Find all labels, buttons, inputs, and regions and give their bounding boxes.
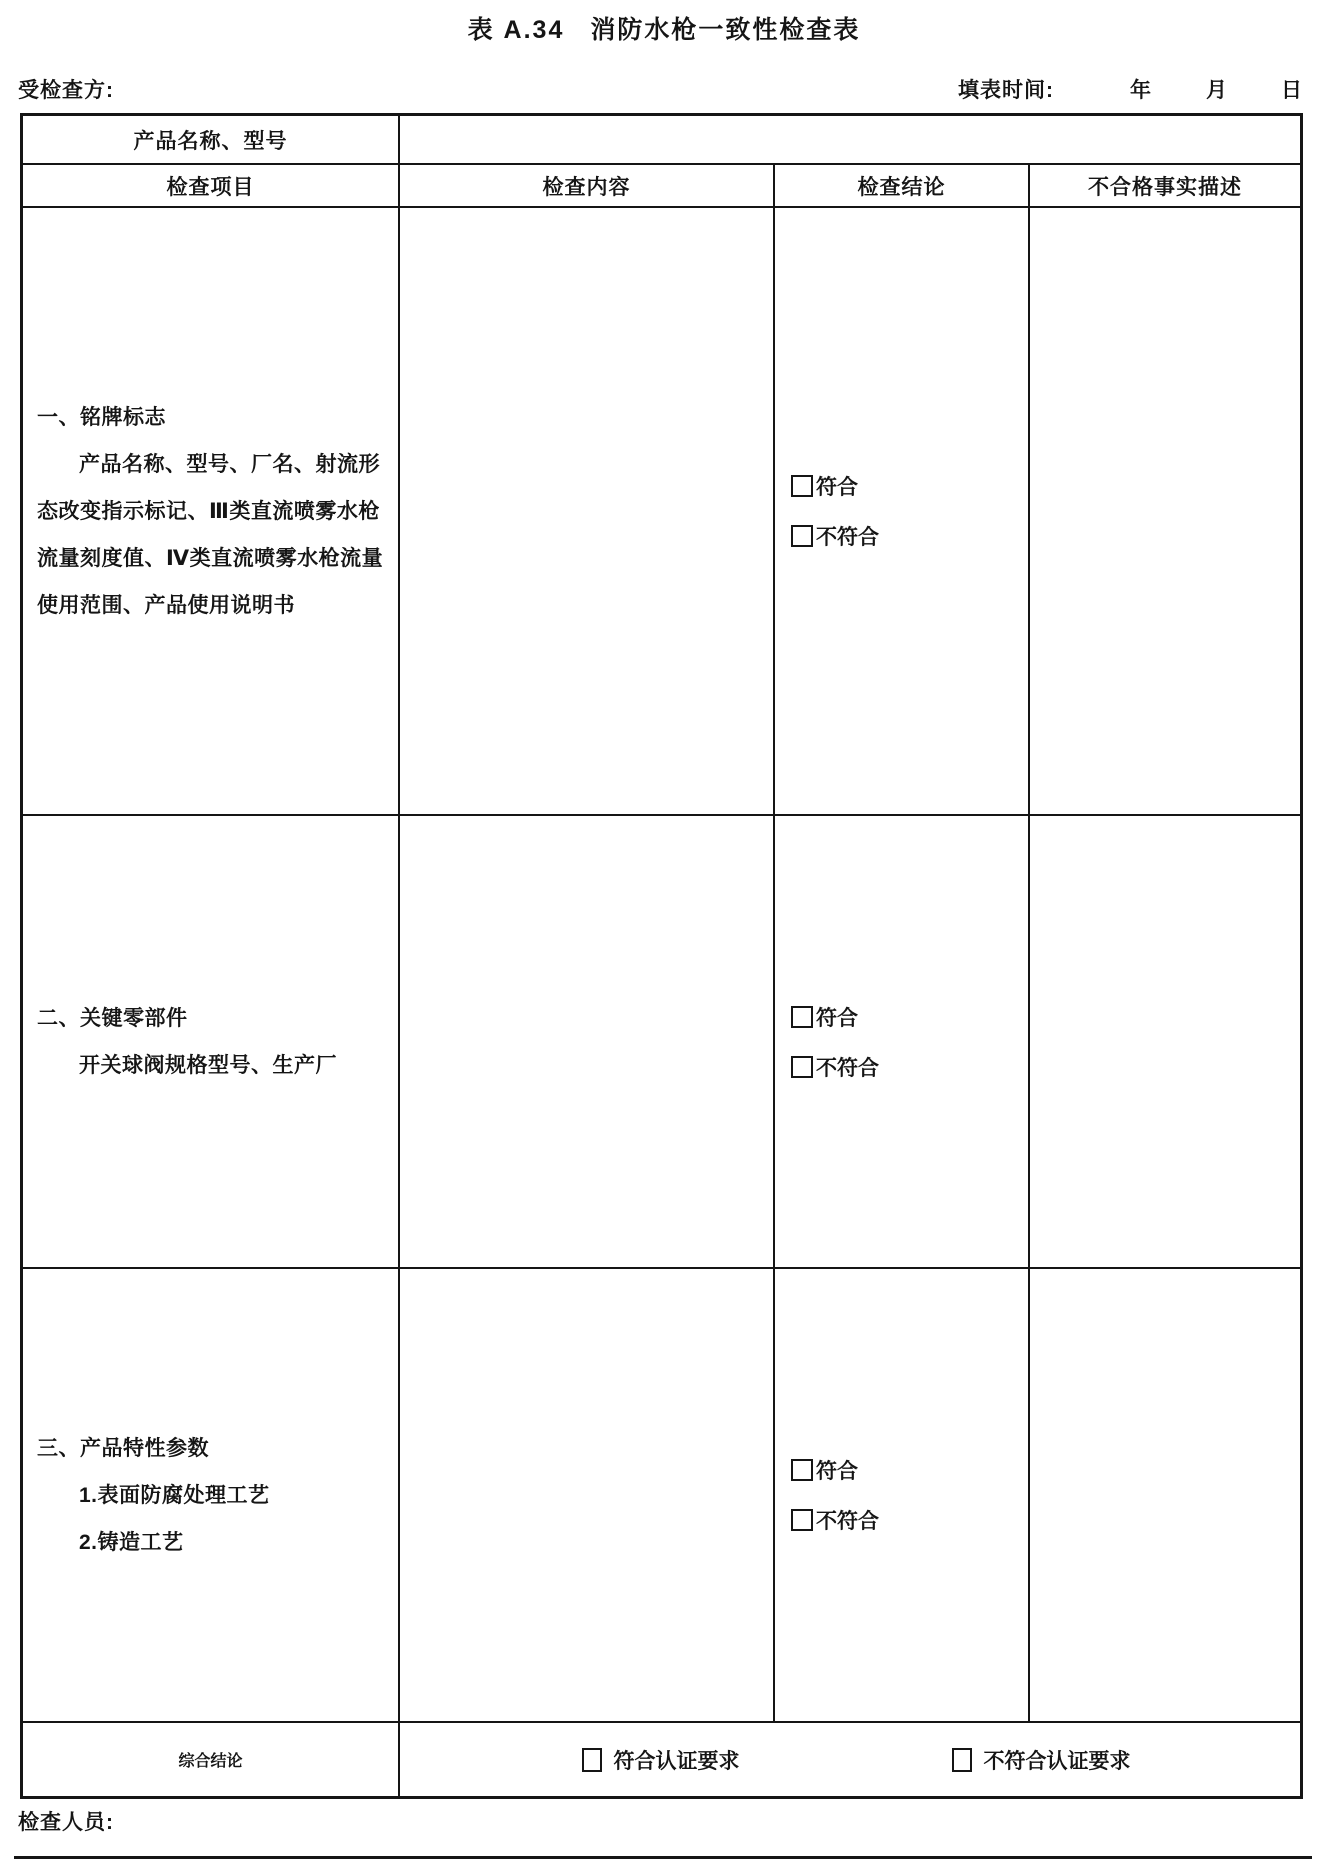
summary-pass-label: 符合认证要求	[613, 1749, 740, 1773]
conform-label: 符合	[816, 476, 858, 499]
checkbox-icon[interactable]	[791, 1056, 813, 1078]
nonconform-option[interactable]	[791, 1505, 1028, 1535]
header-nonconformity: 不合格事实描述	[1028, 165, 1300, 206]
summary-label-cell: 综合结论	[178, 1753, 243, 1770]
inspected-party-label: 受检查方:	[18, 79, 114, 102]
item-cell-characteristics	[23, 1269, 398, 1721]
item-body: 开关球阀规格型号、生产厂	[79, 1053, 337, 1077]
conform-option[interactable]	[791, 1002, 1028, 1032]
table-row-characteristics	[23, 1267, 1300, 1721]
month-label: 月	[1206, 79, 1228, 102]
nonconform-label: 不符合	[816, 1510, 879, 1533]
nonconform-label: 不符合	[816, 526, 879, 549]
table-row-key-components	[23, 814, 1300, 1267]
table-row-nameplate	[23, 206, 1300, 814]
conclusion-cell	[773, 208, 1028, 814]
inspectors-label: 检查人员:	[18, 1811, 114, 1834]
conform-label: 符合	[816, 1460, 858, 1483]
content-cell[interactable]	[398, 208, 773, 814]
summary-fail-label: 不符合认证要求	[983, 1749, 1131, 1773]
conclusion-cell	[773, 1269, 1028, 1721]
checkbox-icon[interactable]	[791, 1509, 813, 1531]
header-check-conclusion: 检查结论	[773, 165, 1028, 206]
summary-options-cell	[398, 1723, 1300, 1796]
table-header-row	[23, 163, 1300, 206]
checkbox-icon[interactable]	[791, 1006, 813, 1028]
content-cell[interactable]	[398, 816, 773, 1267]
item-title: 一、铭牌标志	[37, 405, 166, 429]
item-cell-key-components	[23, 816, 398, 1267]
header-check-content: 检查内容	[398, 165, 773, 206]
item-body-2: 2.铸造工艺	[79, 1530, 184, 1554]
checkbox-icon[interactable]	[791, 475, 813, 497]
nonconform-option[interactable]	[791, 521, 1028, 551]
conclusion-cell	[773, 816, 1028, 1267]
summary-fail-option[interactable]	[952, 1745, 1131, 1775]
nonconformity-cell[interactable]	[1028, 208, 1300, 814]
item-cell-nameplate	[23, 208, 398, 814]
item-body: 1.表面防腐处理工艺	[79, 1483, 270, 1507]
item-title: 二、关键零部件	[37, 1006, 188, 1030]
header-check-item: 检查项目	[166, 175, 255, 199]
product-row	[23, 116, 1300, 163]
day-label: 日	[1281, 79, 1303, 102]
checkbox-icon[interactable]	[791, 1459, 813, 1481]
summary-row	[23, 1721, 1300, 1796]
bottom-divider	[14, 1856, 1312, 1859]
conform-option[interactable]	[791, 471, 1028, 501]
nonconformity-cell[interactable]	[1028, 816, 1300, 1267]
fill-time-label: 填表时间:	[958, 79, 1054, 102]
nonconformity-cell[interactable]	[1028, 1269, 1300, 1721]
table-title-text: 消防水枪一致性检查表	[590, 16, 861, 44]
nonconform-label: 不符合	[816, 1056, 879, 1080]
inspection-table	[20, 113, 1303, 1799]
item-title: 三、产品特性参数	[37, 1436, 209, 1460]
summary-pass-option[interactable]	[582, 1745, 740, 1775]
checkbox-icon[interactable]	[952, 1748, 972, 1772]
table-number: 表 A.34	[467, 16, 565, 44]
conform-option[interactable]	[791, 1455, 1028, 1485]
content-cell[interactable]	[398, 1269, 773, 1721]
item-body: 产品名称、型号、厂名、射流形态改变指示标记、Ⅲ类直流喷雾水枪流量刻度值、Ⅳ类直流喷雾水枪流量使用范围、产品使用说明书	[37, 452, 384, 617]
page-title	[0, 10, 1328, 46]
checkbox-icon[interactable]	[582, 1748, 602, 1772]
checkbox-icon[interactable]	[791, 525, 813, 547]
year-label: 年	[1130, 79, 1152, 102]
conform-label: 符合	[816, 1006, 858, 1030]
product-label-cell: 产品名称、型号	[133, 129, 288, 153]
product-value-cell[interactable]	[398, 116, 1300, 163]
nonconform-option[interactable]	[791, 1052, 1028, 1082]
